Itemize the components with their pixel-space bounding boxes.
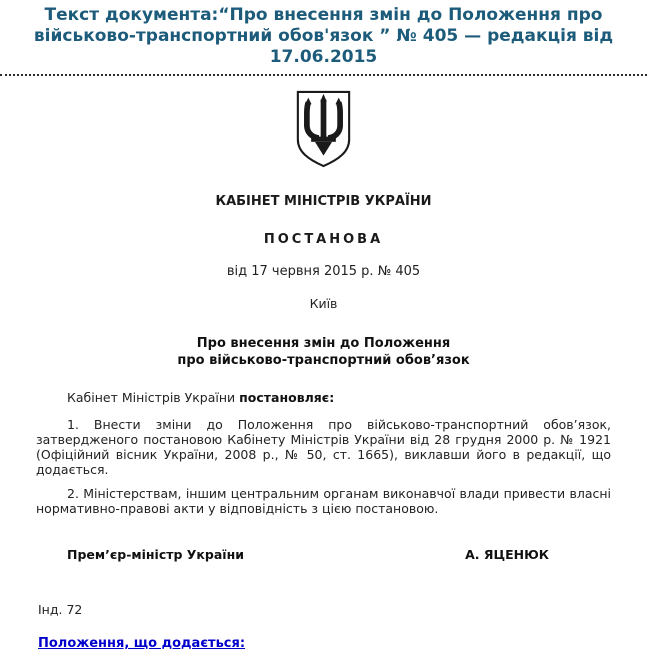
org-name: КАБІНЕТ МІНІСТРІВ УКРАЇНИ	[215, 194, 432, 209]
ukraine-coat-of-arms-icon	[295, 90, 352, 168]
document-body	[0, 76, 647, 651]
paragraph-intro-bold: постановляє:	[239, 390, 335, 405]
doc-title	[0, 335, 647, 369]
signature-row	[36, 547, 611, 562]
paragraph-intro-plain: Кабінет Міністрів України	[67, 390, 240, 405]
signature-name: А. ЯЦЕНЮК	[465, 547, 549, 562]
index-note: Інд. 72	[38, 602, 83, 617]
paragraph-2: 2. Міністерствам, іншим центральним органам виконавчої влади привести власні нормативно-правові акти у відповідність з цією постановою.	[36, 486, 611, 516]
doc-title-line1: Про внесення змін до Положення	[196, 336, 451, 351]
doc-title-line2: про військово-транспортний обов’язок	[177, 353, 470, 368]
document-header	[0, 0, 647, 72]
paragraph-1: 1. Внести зміни до Положення про військово-транспортний обов’язок, затвердженого постановою Кабінету Міністрів України від 28 грудня 2000 р. № 1921 (Офіційний вісник України, 2008 р., № 50, ст. 1665), виклавши його в редакції, що додається.	[36, 417, 611, 477]
emblem-container	[0, 90, 647, 172]
document-header-title: Текст документа:“Про внесення змін до Положення про військово-транспортний обов'язок ” № 405 — редакція від 17.06.2015	[33, 5, 614, 67]
signature-position: Прем’єр-міністр України	[67, 547, 244, 562]
paragraph-intro	[36, 390, 611, 405]
doc-city: Київ	[309, 296, 338, 311]
doc-type-heading: ПОСТАНОВА	[263, 232, 384, 247]
attachment-link[interactable]: Положення, що додається:	[38, 636, 246, 651]
doc-date-number: від 17 червня 2015 р. № 405	[226, 264, 421, 279]
